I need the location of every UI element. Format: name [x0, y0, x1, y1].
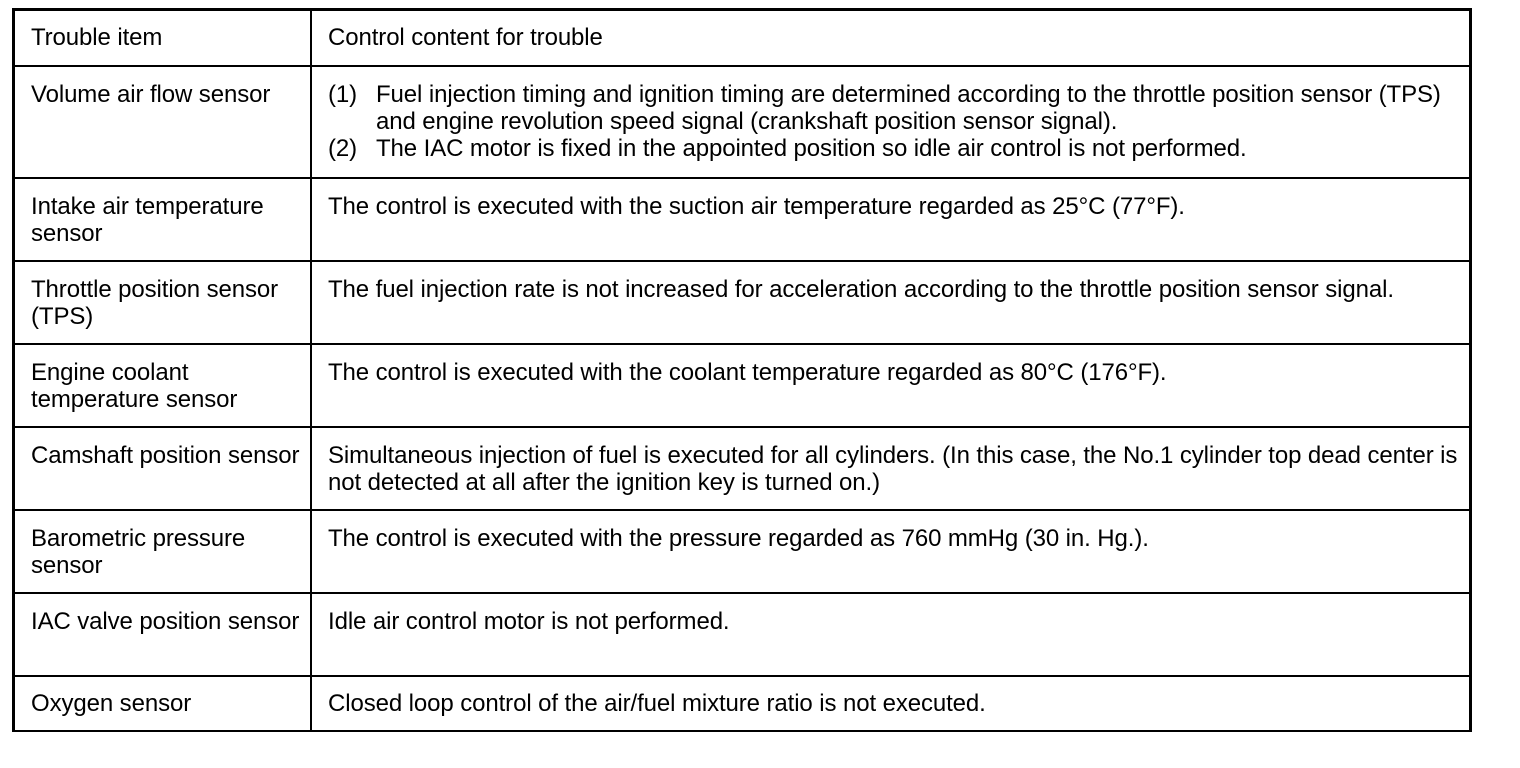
- trouble-item-cell: Intake air temperature sensor: [15, 178, 311, 261]
- trouble-item-cell: Camshaft position sensor: [15, 427, 311, 510]
- list-item-text: The IAC motor is fixed in the appointed position so idle air control is not performed.: [376, 135, 1247, 162]
- control-content-cell: Closed loop control of the air/fuel mixture ratio is not executed.: [311, 676, 1469, 730]
- table-row: [15, 676, 1469, 730]
- control-content-cell: Simultaneous injection of fuel is executed for all cylinders. (In this case, the No.1 cylinder top dead center is not detected at all after the ignition key is turned on.): [311, 427, 1469, 510]
- table-row: [15, 344, 1469, 427]
- list-item: [328, 135, 1459, 162]
- trouble-item-cell: Throttle position sensor (TPS): [15, 261, 311, 344]
- trouble-item-cell: Oxygen sensor: [15, 676, 311, 730]
- control-content-cell: [311, 66, 1469, 178]
- table-row: [15, 261, 1469, 344]
- table-row: [15, 66, 1469, 178]
- trouble-control-table: [15, 11, 1469, 730]
- header-trouble-item: Trouble item: [15, 11, 311, 66]
- control-content-cell: The control is executed with the pressure regarded as 760 mmHg (30 in. Hg.).: [311, 510, 1469, 593]
- header-control-content: Control content for trouble: [311, 11, 1469, 66]
- table-header-row: [15, 11, 1469, 66]
- list-item: [328, 81, 1459, 135]
- list-item-text: Fuel injection timing and ignition timing are determined according to the throttle position sensor (TPS) and engine revolution speed signal (crankshaft position sensor signal).: [376, 81, 1441, 135]
- list-item-number: (1): [328, 81, 358, 108]
- control-content-cell: Idle air control motor is not performed.: [311, 593, 1469, 676]
- list-item-number: (2): [328, 135, 358, 162]
- control-content-cell: The control is executed with the coolant temperature regarded as 80°C (176°F).: [311, 344, 1469, 427]
- trouble-item-cell: Engine coolant temperature sensor: [15, 344, 311, 427]
- trouble-item-cell: Barometric pressure sensor: [15, 510, 311, 593]
- trouble-item-cell: IAC valve position sensor: [15, 593, 311, 676]
- table-row: [15, 510, 1469, 593]
- trouble-table-frame: [12, 8, 1472, 732]
- table-row: [15, 178, 1469, 261]
- table-row: [15, 427, 1469, 510]
- table-row: [15, 593, 1469, 676]
- numbered-list: [328, 81, 1459, 162]
- trouble-item-cell: Volume air flow sensor: [15, 66, 311, 178]
- control-content-cell: The control is executed with the suction air temperature regarded as 25°C (77°F).: [311, 178, 1469, 261]
- control-content-cell: The fuel injection rate is not increased for acceleration according to the throttle position sensor signal.: [311, 261, 1469, 344]
